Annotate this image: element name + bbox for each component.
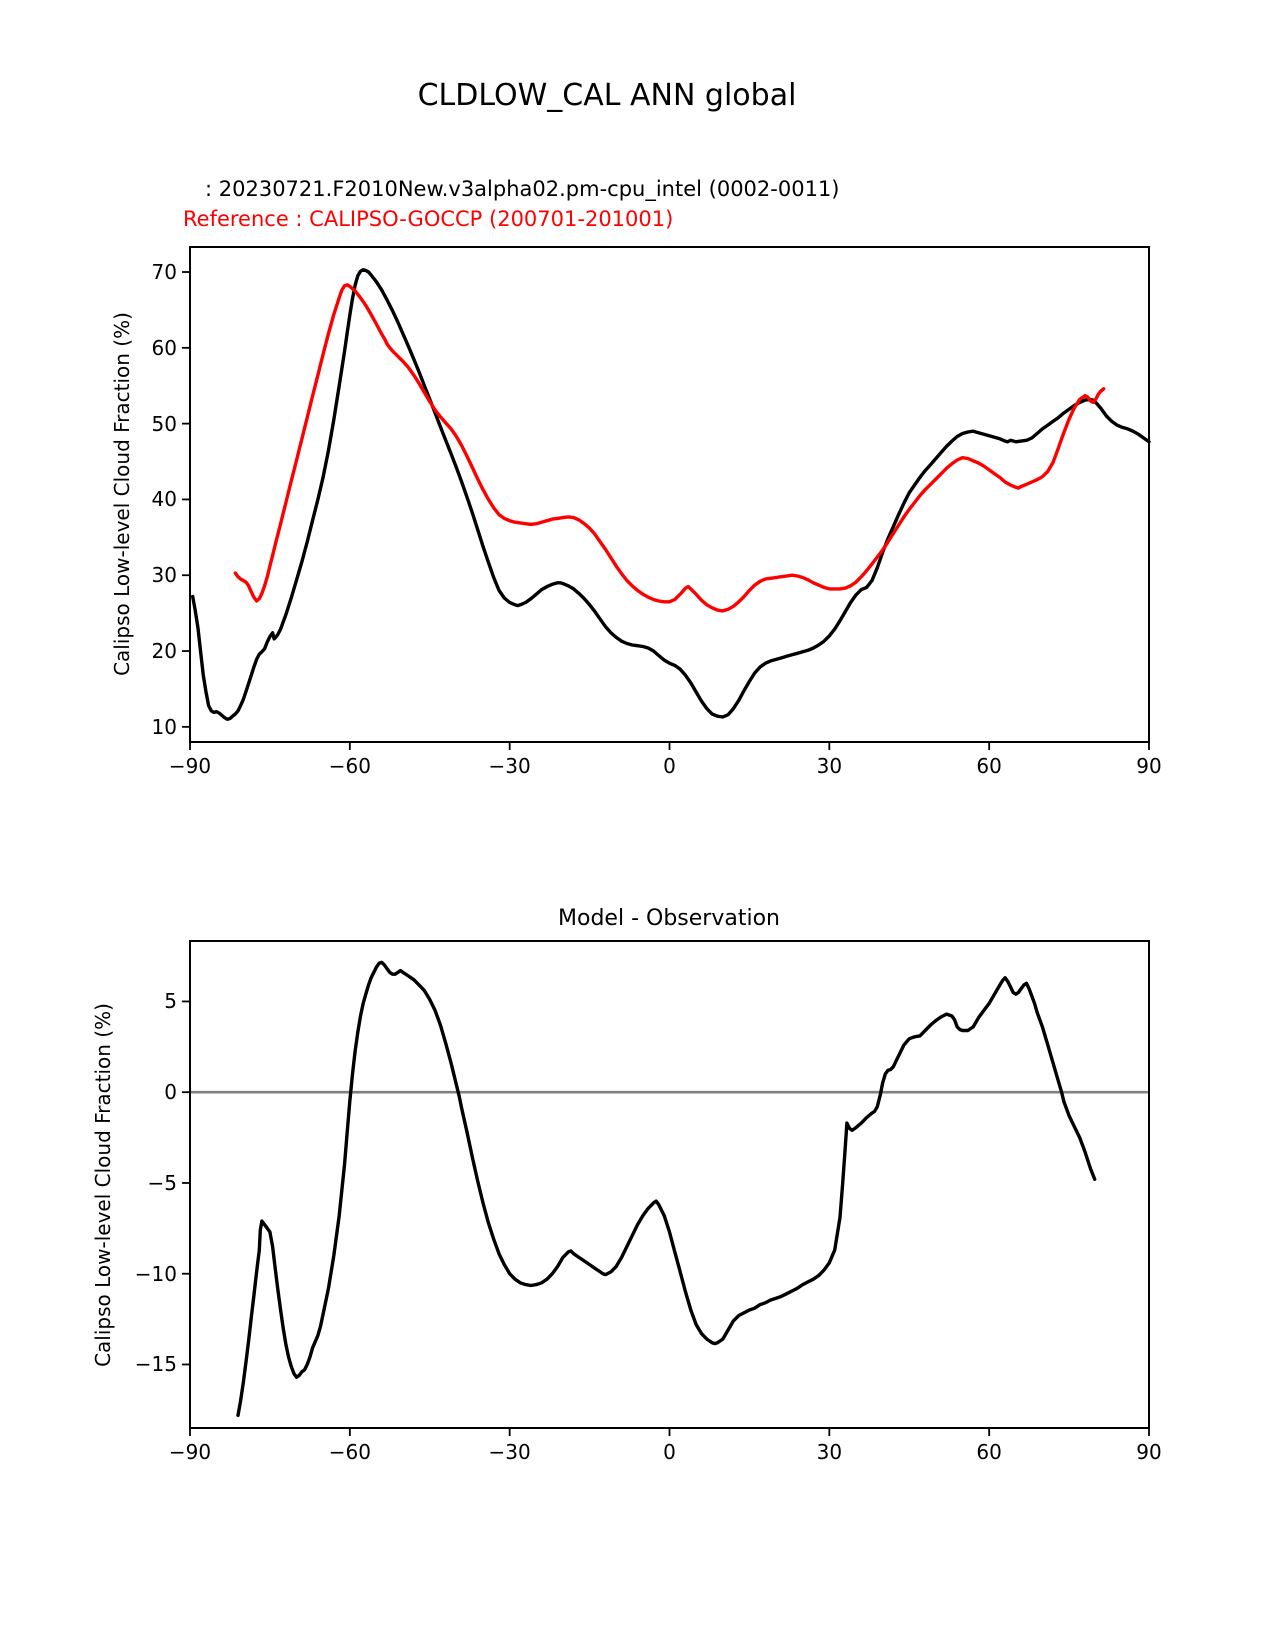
x-tick-label: 60 bbox=[976, 754, 1002, 778]
top-plot-area bbox=[190, 247, 1149, 742]
y-tick-label: 30 bbox=[151, 563, 177, 588]
top-plot-canvas bbox=[190, 247, 1149, 742]
y-tick-label: −5 bbox=[147, 1170, 177, 1195]
x-tick-label: −60 bbox=[328, 1440, 371, 1464]
y-tick-label: 0 bbox=[164, 1080, 177, 1105]
x-tick-label: −30 bbox=[488, 754, 531, 778]
x-tick-label: −90 bbox=[168, 1440, 212, 1464]
y-tick-label: −15 bbox=[134, 1352, 177, 1377]
y-tick-label: 20 bbox=[151, 639, 177, 664]
x-tick-label: 0 bbox=[663, 1440, 676, 1464]
legend-model-label: : 20230721.F2010New.v3alpha02.pm-cpu_intel (0002-0011) bbox=[205, 177, 840, 201]
x-tick-label: −90 bbox=[168, 754, 212, 778]
y-tick-label: 40 bbox=[151, 487, 177, 512]
bottom-plot-title: Model - Observation bbox=[558, 906, 780, 931]
y-tick-label: 60 bbox=[151, 335, 177, 360]
x-tick-label: 30 bbox=[816, 754, 843, 778]
x-tick-label: −30 bbox=[488, 1440, 531, 1464]
bottom-plot-canvas bbox=[190, 941, 1149, 1428]
y-tick-label: 5 bbox=[164, 989, 177, 1014]
series-line-difference bbox=[238, 962, 1095, 1415]
x-tick-label: 90 bbox=[1136, 1440, 1162, 1464]
x-tick-label: 90 bbox=[1136, 754, 1162, 778]
y-tick-label: 50 bbox=[151, 411, 177, 436]
x-tick-label: 30 bbox=[816, 1440, 843, 1464]
x-tick-label: 60 bbox=[976, 1440, 1002, 1464]
series-line-model bbox=[193, 270, 1149, 720]
y-tick-label: −10 bbox=[134, 1261, 177, 1286]
series-line-reference bbox=[235, 285, 1103, 611]
bottom-plot-area bbox=[190, 941, 1149, 1428]
axes-spines bbox=[190, 941, 1149, 1428]
top-plot-ylabel: Calipso Low-level Cloud Fraction (%) bbox=[110, 312, 134, 676]
axes-spines bbox=[190, 247, 1149, 742]
y-tick-label: 70 bbox=[151, 260, 177, 284]
x-tick-label: 0 bbox=[663, 754, 676, 778]
y-tick-label: 10 bbox=[151, 714, 177, 739]
x-tick-label: −60 bbox=[328, 754, 371, 778]
bottom-plot-ylabel: Calipso Low-level Cloud Fraction (%) bbox=[91, 1003, 115, 1367]
legend-reference-label: Reference : CALIPSO-GOCCP (200701-201001) bbox=[183, 207, 674, 231]
figure-title: CLDLOW_CAL ANN global bbox=[417, 78, 797, 113]
